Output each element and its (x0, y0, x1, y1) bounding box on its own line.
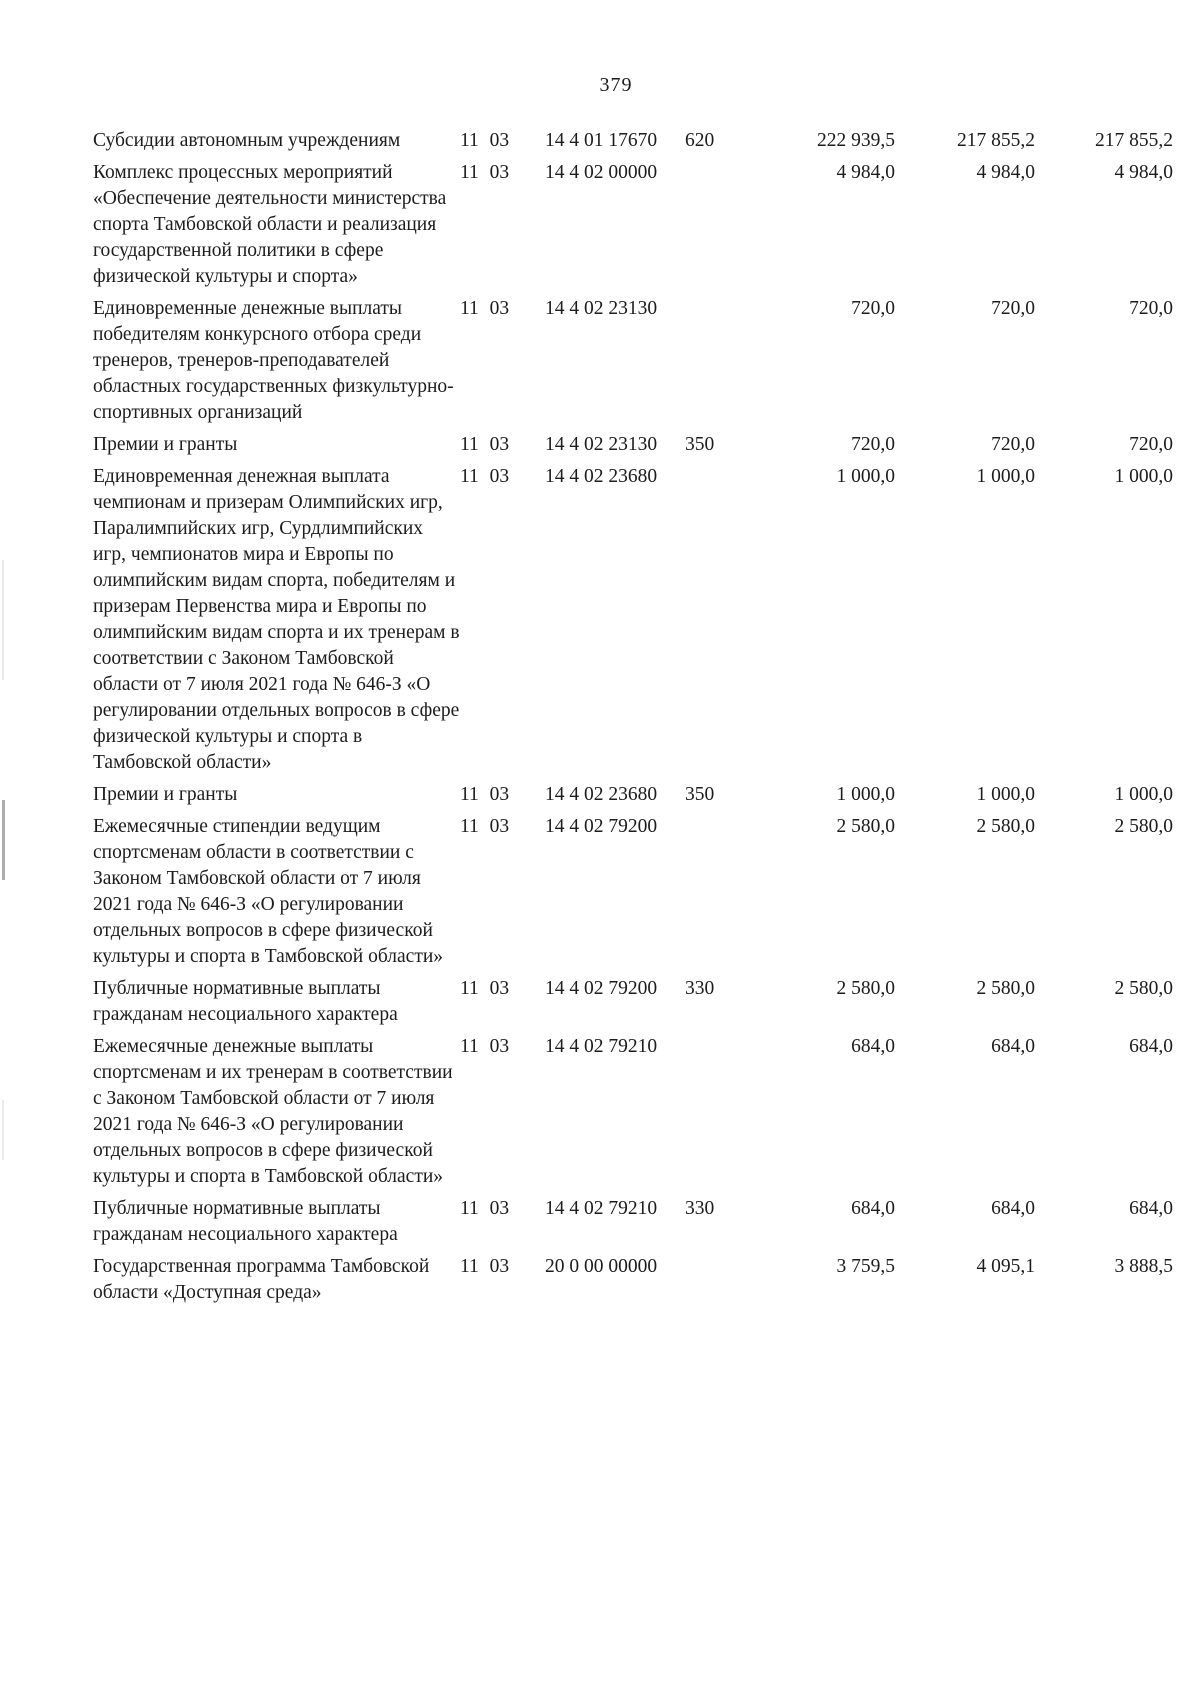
row-expense-type: 330 (685, 1198, 715, 1219)
table-row (93, 128, 1173, 160)
row-value-2: 720,0 (991, 434, 1035, 455)
row-value-1: 1 000,0 (836, 784, 895, 805)
row-name: Единовременные денежные выплаты победителям конкурсного отбора среди тренеров, тренеров-преподавателей областных государственных физкультурно-спортивных организаций (93, 298, 454, 423)
row-section: 11 03 (460, 978, 510, 999)
row-name: Субсидии автономным учреждениям (93, 130, 401, 151)
table-row (93, 1034, 1173, 1196)
row-article: 14 4 02 79210 (545, 1198, 658, 1219)
scan-artifact (2, 560, 4, 680)
row-section: 11 03 (460, 162, 510, 183)
row-section: 11 03 (460, 1036, 510, 1057)
row-section: 11 03 (460, 1256, 510, 1277)
row-value-1: 720,0 (851, 298, 895, 319)
row-expense-type (685, 296, 755, 432)
table-row (93, 464, 1173, 782)
budget-table (93, 128, 1173, 1312)
row-value-1: 1 000,0 (836, 466, 895, 487)
table-row (93, 782, 1173, 814)
row-value-2: 4 095,1 (976, 1256, 1035, 1277)
page-number: 379 (599, 74, 633, 96)
row-value-2: 2 580,0 (976, 978, 1035, 999)
row-article: 14 4 02 79200 (545, 978, 658, 999)
row-value-2: 720,0 (991, 298, 1035, 319)
row-article: 14 4 02 00000 (545, 162, 658, 183)
table-row (93, 1254, 1173, 1312)
row-section: 11 03 (460, 466, 510, 487)
table-row (93, 160, 1173, 296)
row-value-1: 684,0 (851, 1036, 895, 1057)
row-expense-type (685, 1254, 755, 1312)
row-value-2: 684,0 (991, 1036, 1035, 1057)
row-value-3: 720,0 (1129, 298, 1173, 319)
row-article: 14 4 02 23680 (545, 466, 658, 487)
row-value-2: 684,0 (991, 1198, 1035, 1219)
row-value-1: 684,0 (851, 1198, 895, 1219)
row-expense-type: 350 (685, 434, 715, 455)
row-value-1: 2 580,0 (836, 816, 895, 837)
row-value-2: 4 984,0 (976, 162, 1035, 183)
row-value-2: 217 855,2 (957, 130, 1035, 151)
row-expense-type: 350 (685, 784, 715, 805)
row-section: 11 03 (460, 434, 510, 455)
row-value-1: 4 984,0 (836, 162, 895, 183)
table-row (93, 976, 1173, 1034)
row-expense-type: 330 (685, 978, 715, 999)
row-article: 20 0 00 00000 (545, 1256, 658, 1277)
row-value-3: 1 000,0 (1114, 466, 1173, 487)
row-value-2: 1 000,0 (976, 784, 1035, 805)
row-name: Публичные нормативные выплаты гражданам несоциального характера (93, 1198, 398, 1245)
row-article: 14 4 02 79200 (545, 816, 658, 837)
row-value-2: 1 000,0 (976, 466, 1035, 487)
row-name: Публичные нормативные выплаты гражданам несоциального характера (93, 978, 398, 1025)
table-row (93, 432, 1173, 464)
row-section: 11 03 (460, 1198, 510, 1219)
row-value-3: 720,0 (1129, 434, 1173, 455)
row-name: Премии и гранты (93, 784, 238, 805)
row-expense-type (685, 814, 755, 976)
row-expense-type: 620 (685, 130, 715, 151)
row-name: Ежемесячные стипендии ведущим спортсменам области в соответствии с Законом Тамбовской области от 7 июля 2021 года № 646-З «О регулировании отдельных вопросов в сфере физической культуры и спорта в Тамбовской области» (93, 816, 444, 967)
scan-artifact (2, 1100, 4, 1160)
row-article: 14 4 02 23130 (545, 434, 658, 455)
row-article: 14 4 02 79210 (545, 1036, 658, 1057)
row-value-3: 4 984,0 (1114, 162, 1173, 183)
row-article: 14 4 02 23130 (545, 298, 658, 319)
row-value-3: 217 855,2 (1095, 130, 1173, 151)
scan-artifact (2, 800, 5, 880)
row-value-1: 222 939,5 (817, 130, 895, 151)
row-expense-type (685, 1034, 755, 1196)
row-name: Комплекс процессных мероприятий «Обеспечение деятельности министерства спорта Тамбовской области и реализация государственной политики в сфере физической культуры и спорта» (93, 162, 447, 287)
row-expense-type (685, 464, 755, 782)
row-value-3: 3 888,5 (1114, 1256, 1173, 1277)
row-value-3: 684,0 (1129, 1036, 1173, 1057)
row-article: 14 4 01 17670 (545, 130, 658, 151)
row-value-1: 720,0 (851, 434, 895, 455)
row-section: 11 03 (460, 784, 510, 805)
row-section: 11 03 (460, 130, 510, 151)
row-name: Единовременная денежная выплата чемпионам и призерам Олимпийских игр, Паралимпийских игр, Сурдлимпийских игр, чемпионатов мира и Европы по олимпийским видам спорта, победителям и призерам Первенства мира и Европы по олимпийским видам спорта и их тренерам в соответствии с Законом Тамбовской области от 7 июля 2021 года № 646-З «О регулировании отдельных вопросов в сфере физической культуры и спорта в Тамбовской области» (93, 466, 460, 773)
table-row (93, 814, 1173, 976)
row-name: Премии и гранты (93, 434, 238, 455)
row-name: Ежемесячные денежные выплаты спортсменам и их тренерам в соответствии с Законом Тамбовской области от 7 июля 2021 года № 646-З «О регулировании отдельных вопросов в сфере физической культуры и спорта в Тамбовской области» (93, 1036, 453, 1187)
row-value-3: 1 000,0 (1114, 784, 1173, 805)
row-section: 11 03 (460, 816, 510, 837)
row-value-2: 2 580,0 (976, 816, 1035, 837)
row-expense-type (685, 160, 755, 296)
row-value-1: 2 580,0 (836, 978, 895, 999)
row-value-1: 3 759,5 (836, 1256, 895, 1277)
row-section: 11 03 (460, 298, 510, 319)
row-value-3: 684,0 (1129, 1198, 1173, 1219)
table-row (93, 296, 1173, 432)
row-article: 14 4 02 23680 (545, 784, 658, 805)
table-row (93, 1196, 1173, 1254)
row-name: Государственная программа Тамбовской области «Доступная среда» (93, 1256, 430, 1303)
row-value-3: 2 580,0 (1114, 978, 1173, 999)
row-value-3: 2 580,0 (1114, 816, 1173, 837)
